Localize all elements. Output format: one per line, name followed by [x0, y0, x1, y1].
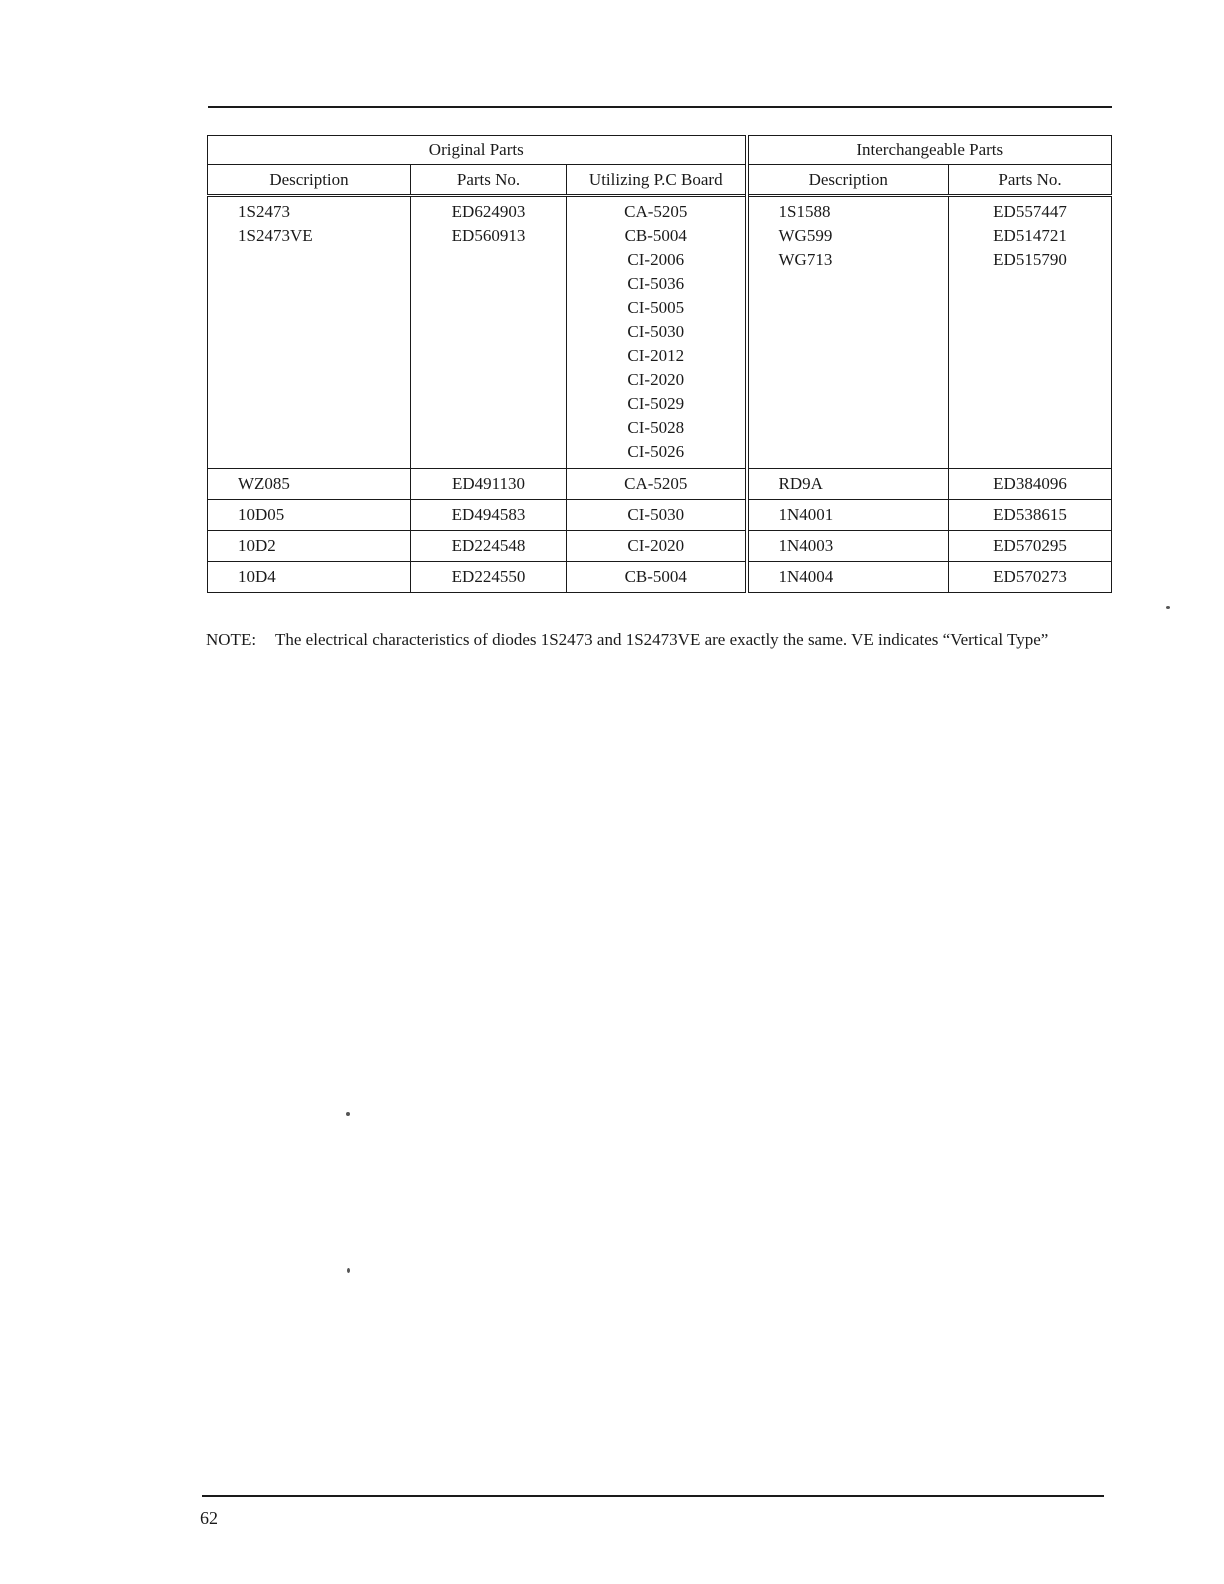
original-parts-header: Original Parts [208, 136, 747, 165]
column-header-description: Description [208, 165, 411, 196]
pc-board-cell: CI-2020 [567, 531, 747, 562]
alt-description-cell [747, 196, 949, 469]
alt-parts-no-cell: ED570295 [949, 531, 1112, 562]
alt-parts-no-value: ED514721 [993, 226, 1067, 245]
description-value: 1S2473VE [238, 226, 313, 245]
alt-description-cell: 1N4003 [747, 531, 949, 562]
parts-no-cell: ED224550 [411, 562, 567, 593]
alt-description-cell: RD9A [747, 469, 949, 500]
pc-board-value: CI-5036 [627, 274, 685, 293]
note-text: The electrical characteristics of diodes 1S2473 and 1S2473VE are exactly the same. VE indicates “Vertical Type” [275, 630, 1049, 649]
parts-no-cell: ED491130 [411, 469, 567, 500]
scan-speck [347, 1268, 350, 1273]
top-rule [208, 106, 1112, 108]
parts-no-cell: ED224548 [411, 531, 567, 562]
alt-parts-no-cell: ED384096 [949, 469, 1112, 500]
alt-parts-no-cell: ED570273 [949, 562, 1112, 593]
column-header-alt-parts-no: Parts No. [949, 165, 1112, 196]
page-number: 62 [200, 1508, 218, 1528]
description-cell [208, 196, 411, 469]
pc-board-cell: CA-5205 [567, 469, 747, 500]
parts-no-value: ED624903 [451, 202, 526, 221]
description-cell: 10D05 [208, 500, 411, 531]
alt-description-value: WG599 [778, 226, 833, 245]
column-header-alt-description: Description [747, 165, 949, 196]
table-row [208, 500, 1112, 531]
pc-board-value: CI-2020 [627, 370, 685, 389]
interchangeable-parts-header: Interchangeable Parts [747, 136, 1112, 165]
alt-parts-no-cell [949, 196, 1112, 469]
table-row [208, 469, 1112, 500]
scan-speck [346, 1112, 350, 1116]
parts-table [207, 135, 1112, 593]
description-value: 1S2473 [238, 202, 290, 221]
alt-description-cell: 1N4004 [747, 562, 949, 593]
description-cell: 10D4 [208, 562, 411, 593]
alt-parts-no-value: ED515790 [993, 250, 1067, 269]
column-header-parts-no: Parts No. [411, 165, 567, 196]
table-row [208, 531, 1112, 562]
scan-speck [1166, 606, 1170, 609]
parts-no-cell [411, 196, 567, 469]
alt-description-cell: 1N4001 [747, 500, 949, 531]
pc-board-value: CA-5205 [624, 202, 688, 221]
pc-board-value: CI-5029 [627, 394, 685, 413]
parts-no-value: ED560913 [451, 226, 526, 245]
alt-description-value: WG713 [778, 250, 833, 269]
pc-board-cell [567, 196, 747, 469]
pc-board-value: CI-5028 [627, 418, 685, 437]
pc-board-value: CB-5004 [624, 226, 687, 245]
note-paragraph [206, 627, 1110, 652]
pc-board-cell: CI-5030 [567, 500, 747, 531]
pc-board-value: CI-5005 [627, 298, 685, 317]
table-row [208, 562, 1112, 593]
bottom-rule [202, 1495, 1104, 1497]
column-header-row [208, 165, 1112, 196]
alt-parts-no-cell: ED538615 [949, 500, 1112, 531]
pc-board-value: CI-2012 [627, 346, 685, 365]
table-row [208, 196, 1112, 469]
alt-description-value: 1S1588 [778, 202, 831, 221]
pc-board-value: CI-5030 [627, 322, 685, 341]
group-header-row [208, 136, 1112, 165]
alt-parts-no-value: ED557447 [993, 202, 1067, 221]
pc-board-value: CI-2006 [627, 250, 685, 269]
column-header-pc-board: Utilizing P.C Board [567, 165, 747, 196]
parts-no-cell: ED494583 [411, 500, 567, 531]
description-cell: 10D2 [208, 531, 411, 562]
pc-board-cell: CB-5004 [567, 562, 747, 593]
pc-board-value: CI-5026 [627, 442, 685, 461]
note-label: NOTE: [206, 630, 257, 649]
description-cell: WZ085 [208, 469, 411, 500]
